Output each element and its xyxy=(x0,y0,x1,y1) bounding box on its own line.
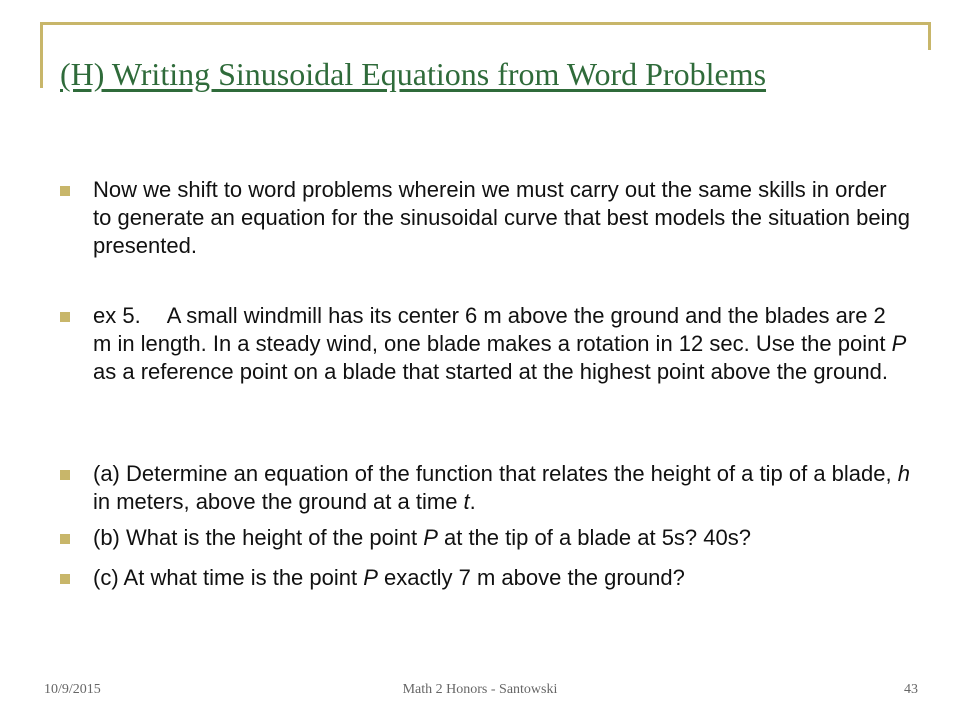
bullet-text-segment: (a) Determine an equation of the function that relates the height of a tip of a blade, xyxy=(93,461,898,486)
footer-date: 10/9/2015 xyxy=(44,682,101,697)
slide-title: (H) Writing Sinusoidal Equations from Word Problems xyxy=(60,56,767,92)
variable-p: P xyxy=(891,331,907,356)
frame-top-rule xyxy=(40,22,930,25)
bullet-marker xyxy=(60,534,70,544)
bullet-text-segment: in meters, above the ground at a time xyxy=(93,489,464,514)
bullet-text xyxy=(93,524,910,552)
bullet-intro xyxy=(60,176,910,260)
variable-h: h xyxy=(897,461,910,486)
frame-right-rule xyxy=(928,22,931,50)
bullet-part-a xyxy=(60,460,910,516)
bullet-part-c xyxy=(60,564,910,592)
footer-course: Math 2 Honors - Santowski xyxy=(402,682,558,697)
bullet-marker xyxy=(60,574,70,584)
bullet-text-segment: (b) What is the height of the point xyxy=(93,525,424,550)
bullet-text xyxy=(93,564,910,592)
bullet-text xyxy=(93,302,910,386)
bullet-text-segment: at the tip of a blade at 5s? 40s? xyxy=(437,525,751,550)
bullet-marker xyxy=(60,312,70,322)
variable-p: P xyxy=(363,565,378,590)
bullet-text-segment: Now we shift to word problems wherein we must carry out the same skills in order to generate an equation for the sinusoidal curve that best models the situation being presented. xyxy=(93,177,910,258)
bullet-text xyxy=(93,460,910,516)
bullet-text-segment: . xyxy=(469,489,476,514)
bullet-text-segment: A small windmill has its center 6 m above the ground and the blades are 2 m in length. In a steady wind, one blade makes a rotation in 12 sec. Use the point xyxy=(93,303,892,356)
frame-left-rule xyxy=(40,22,43,88)
bullet-part-b xyxy=(60,524,910,552)
variable-p: P xyxy=(423,525,438,550)
example-label: ex 5. xyxy=(93,303,141,328)
bullet-marker xyxy=(60,186,70,196)
bullet-text-segment: (c) At what time is the point xyxy=(93,565,364,590)
bullet-marker xyxy=(60,470,70,480)
bullet-text-segment: as a reference point on a blade that started at the highest point above the ground. xyxy=(93,359,889,384)
variable-t: t xyxy=(463,489,470,514)
footer-page-number: 43 xyxy=(904,682,918,697)
bullet-example-5 xyxy=(60,302,910,386)
bullet-text-segment: exactly 7 m above the ground? xyxy=(377,565,685,590)
bullet-text xyxy=(93,176,910,260)
